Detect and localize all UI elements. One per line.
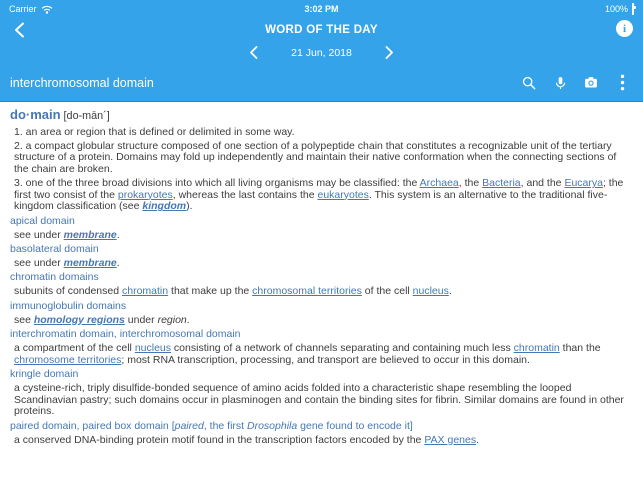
- definition-content: [0, 102, 643, 482]
- subentry-def-basolateral-domain: [10, 258, 633, 270]
- text-segment: ).: [186, 200, 193, 213]
- text-segment: immunoglobulin domains: [10, 299, 127, 312]
- text-segment: , and the: [520, 177, 565, 190]
- definition-3: [10, 178, 633, 213]
- search-bar: [0, 64, 643, 101]
- text-segment: . This system is an alternative to the traditional five-kingdom classification (see: [14, 188, 608, 213]
- text-segment: region: [157, 313, 187, 326]
- next-day-button[interactable]: [382, 45, 398, 61]
- text-segment: a compartment of the cell: [14, 342, 135, 355]
- text-segment: [do-mān´]: [60, 110, 110, 122]
- subentry-def-immunoglobulin-domains: [10, 315, 633, 327]
- link-homology-regions[interactable]: homology regions: [33, 313, 125, 326]
- previous-day-button[interactable]: [245, 45, 261, 61]
- search-icon[interactable]: [518, 72, 540, 94]
- current-date-label: 21 Jun, 2018: [291, 46, 352, 59]
- entry-headword: [10, 109, 633, 123]
- text-segment: see under: [14, 257, 64, 270]
- text-segment: ; the first two consist of the: [14, 177, 624, 201]
- link-chromatin[interactable]: chromatin: [122, 285, 169, 298]
- link-nucleus[interactable]: nucleus: [134, 342, 172, 355]
- back-button[interactable]: [8, 19, 30, 41]
- search-query-text[interactable]: interchromosomal domain: [10, 75, 154, 90]
- text-segment: , the first: [203, 419, 248, 432]
- text-segment: , the: [458, 177, 483, 190]
- link-chromosomal-territories[interactable]: chromosomal territories: [252, 285, 362, 298]
- link-membrane[interactable]: membrane: [63, 257, 117, 270]
- text-segment: 2. a compact globular structure composed of one section of a polypeptide chain that constitutes a recognizable unit of the tertiary structure of a protein. Domains may fold up independently and maintain their native conformation when the connecting sections of the chain are broken.: [14, 139, 617, 175]
- text-segment: of the cell: [361, 285, 413, 298]
- status-bar: [0, 0, 643, 18]
- text-segment: [: [168, 419, 175, 432]
- link-prokaryotes[interactable]: prokaryotes: [117, 188, 173, 201]
- text-segment: 1. an area or region that is defined or delimited in some way.: [14, 125, 295, 138]
- text-segment: paired: [174, 419, 204, 432]
- text-segment: see under: [14, 228, 64, 241]
- carrier-label: Carrier: [9, 4, 37, 14]
- link-archaea[interactable]: Archaea: [419, 177, 459, 190]
- subentry-heading-kringle-domain: [10, 369, 633, 381]
- text-segment: gene found to encode it]: [297, 419, 413, 432]
- text-segment: , whereas the last contains the: [172, 188, 318, 201]
- text-segment: paired domain, paired box domain: [10, 419, 169, 432]
- text-segment: a cysteine-rich, triply disulfide-bonded sequence of amino acids folded into a characteristic shape resembling the looped Scandinavian pastry; such domains occur in plasminogen and contain the binding sites for fibrin. Similar domains are found in other proteins.: [14, 382, 624, 418]
- subentry-def-apical-domain: [10, 230, 633, 242]
- toolbar: [518, 72, 633, 94]
- text-segment: chromatin domains: [10, 271, 99, 284]
- text-segment: kringle domain: [10, 368, 79, 380]
- text-segment: a conserved DNA-binding protein motif found in the transcription factors encoded by the: [14, 433, 425, 446]
- battery-percent-label: 100%: [604, 4, 628, 14]
- link-nucleus[interactable]: nucleus: [412, 285, 449, 298]
- text-segment: apical domain: [10, 214, 75, 227]
- text-segment: subunits of condensed: [14, 285, 122, 298]
- text-segment: Drosophila: [247, 419, 298, 432]
- subentry-def-interchromatin-domain: [10, 343, 633, 366]
- text-segment: that make up the: [168, 285, 253, 298]
- definition-2: [10, 141, 633, 176]
- text-segment: under: [124, 313, 158, 326]
- text-segment: .: [116, 257, 120, 270]
- link-membrane[interactable]: membrane: [63, 228, 117, 241]
- link-chromosome-territories[interactable]: chromosome territories: [14, 353, 122, 366]
- text-segment: .: [116, 228, 120, 241]
- link-kingdom[interactable]: kingdom: [142, 200, 187, 213]
- microphone-icon[interactable]: [549, 72, 571, 94]
- date-navigator: [0, 41, 643, 64]
- text-segment: ; most RNA transcription, processing, and transport are believed to occur in this domain.: [121, 353, 530, 366]
- subentry-heading-interchromatin-domain: [10, 329, 633, 341]
- text-segment: consisting of a network of channels separating and containing much less: [171, 342, 514, 355]
- link-eucarya[interactable]: Eucarya: [564, 177, 603, 190]
- text-segment: .: [186, 313, 190, 326]
- subentry-heading-apical-domain: [10, 216, 633, 228]
- subentry-def-paired-domain: [10, 435, 633, 447]
- navigation-bar: [0, 18, 643, 41]
- text-segment: interchromatin domain, interchromosomal domain: [10, 328, 241, 341]
- text-segment: .: [476, 433, 480, 446]
- text-segment: see: [14, 313, 34, 326]
- text-segment: than the: [559, 342, 601, 355]
- subentry-heading-basolateral-domain: [10, 244, 633, 256]
- kebab-menu-icon[interactable]: [611, 72, 633, 94]
- camera-icon[interactable]: [580, 72, 602, 94]
- text-segment: basolateral domain: [10, 242, 99, 255]
- link-chromatin[interactable]: chromatin: [513, 342, 560, 355]
- subentry-heading-immunoglobulin-domains: [10, 301, 633, 313]
- info-icon[interactable]: i: [616, 20, 633, 37]
- text-segment: .: [448, 285, 452, 298]
- link-pax-genes[interactable]: PAX genes: [424, 433, 477, 446]
- subentry-heading-paired-domain: [10, 421, 633, 433]
- link-bacteria[interactable]: Bacteria: [482, 177, 521, 190]
- clock: 3:02 PM: [304, 4, 339, 14]
- definition-1: [10, 127, 633, 139]
- subentry-def-chromatin-domains: [10, 286, 633, 298]
- text-segment: 3. one of the three broad divisions into which all living organisms may be classified: the: [14, 177, 420, 190]
- subentry-def-kringle-domain: [10, 383, 633, 418]
- subentry-heading-chromatin-domains: [10, 272, 633, 284]
- text-segment: do·main: [10, 107, 61, 122]
- app-header: [0, 0, 643, 102]
- battery-icon: [632, 4, 634, 14]
- page-title: WORD OF THE DAY: [265, 23, 378, 36]
- link-eukaryotes[interactable]: eukaryotes: [317, 188, 369, 201]
